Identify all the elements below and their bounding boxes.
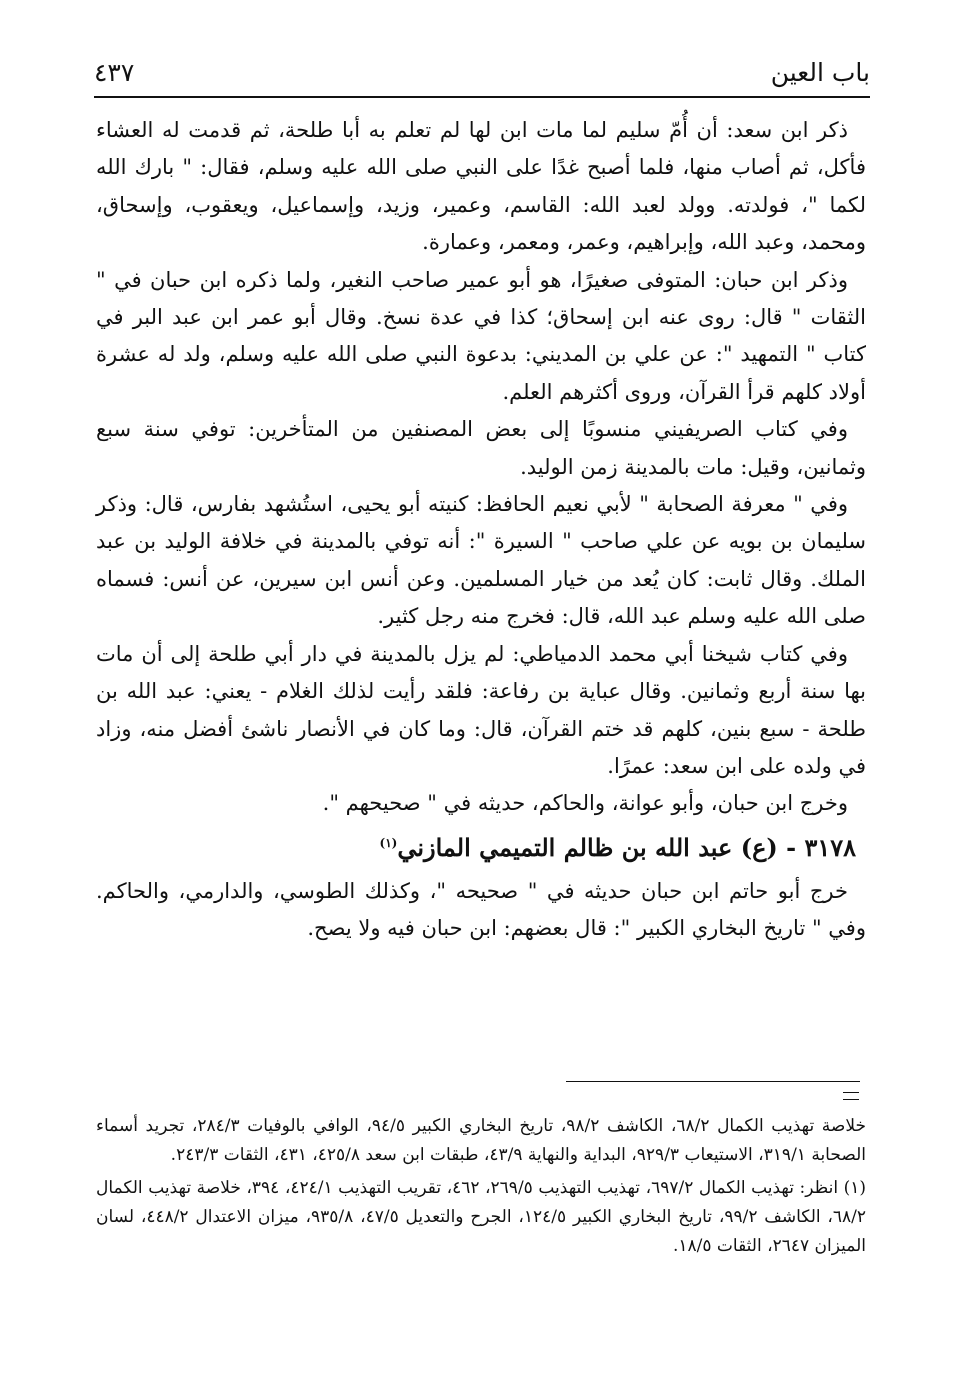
page-number: ٤٣٧ (94, 58, 135, 87)
footnote-ref: (١) (379, 835, 398, 850)
paragraph: وفي كتاب شيخنا أبي محمد الدمياطي: لم يزل بالمدينة في دار أبي طلحة إلى أن مات بها سنة أربع وثمانين. وقال عباية بن رفاعة: فلقد رأيت لذلك الغلام - يعني: عبد الله بن طلحة - سبع بنين، كلهم قد ختم القرآن، قال: وما كان في الأنصار ناشئ أفضل منه، وزاد في ولده على ابن سعد: عمرًا. (96, 641, 866, 778)
footnote-continuation-mark (843, 1092, 859, 1100)
entry-heading-text: ٣١٧٨ - (ع) عبد الله بن ظالم التميمي المازني (397, 832, 856, 862)
main-text (96, 112, 866, 948)
chapter-title: باب العين (770, 58, 870, 87)
header-rule (94, 96, 870, 98)
paragraph: وفي كتاب الصريفيني منسوبًا إلى بعض المصنفين من المتأخرين: توفي سنة سبع وثمانين، وقيل: مات بالمدينة زمن الوليد. (96, 417, 866, 479)
paragraph: وذكر ابن حبان: المتوفى صغيرًا، هو أبو عمير صاحب النغير، ولما ذكره ابن حبان في " الثقات " قال: روى عنه ابن إسحاق؛ كذا في عدة نسخ. وقال أبو عمر ابن عبد البر في كتاب " التمهيد ": عن علي بن المديني: بدعوة النبي صلى الله عليه وسلم، ولد له عشرة أولاد كلهم قرأ القرآن، وروى أكثرهم العلم. (96, 267, 866, 404)
paragraph: وفي " معرفة الصحابة " لأبي نعيم الحافظ: كنيته أبو يحيى، استُشهد بفارس، قال: وذكر سليمان بن بويه عن علي صاحب " السيرة ": أنه توفي بالمدينة في خلافة الوليد بن عبد الملك. وقال ثابت: كان يُعد من خيار المسلمين. وعن أنس ابن سيرين، عن أنس: فسماه صلى الله عليه وسلم عبد الله، قال: فخرج منه رجل كثير. (96, 492, 866, 629)
footnotes (96, 1112, 866, 1265)
paragraph: خرج أبو حاتم ابن حبان حديثه في " صحيحه "، وكذلك الطوسي، والدارمي، والحاكم. وفي " تاريخ البخاري الكبير ": قال بعضهم: ابن حبان فيه ولا يصح. (96, 878, 866, 941)
entry-heading (96, 825, 866, 871)
footnote: خلاصة تهذيب الكمال ٦٨/٢، الكاشف ٩٨/٢، تاريخ البخاري الكبير ٩٤/٥، الوافي بالوفيات ٢٨٤/٣، تجريد أسماء الصحابة ٣١٩/١، الاستيعاب ٩٢٩/٣، البداية والنهاية ٤٣/٩، طبقات ابن سعد ٤٢٥/٨، ٤٣١، الثقات ٢٤٣/٣. (96, 1116, 866, 1165)
paragraph: وخرج ابن حبان، وأبو عوانة، والحاكم، حديثه في " صحيحهم ". (322, 791, 848, 816)
footnote-rule (566, 1081, 860, 1082)
running-header (94, 50, 870, 94)
paragraph: ذكر ابن سعد: أن أُمّ سليم لما مات ابن لها لم تعلم به أبا طلحة، ثم قدمت له العشاء فأكل، ثم أصاب منها، فلما أصبح غدًا على النبي صلى الله عليه وسلم، فقال: " بارك الله لكما "، فولدته. وولد لعبد الله: القاسم، وعمير، وزيد، وإسماعيل، ويعقوب، وإسحاق، ومحمد، وعبد الله، وإبراهيم، وعمر، ومعمر، وعمارة. (96, 118, 866, 255)
footnote: (١) انظر: تهذيب الكمال ٦٩٧/٢، تهذيب التهذيب ٢٦٩/٥، ٤٦٢، تقريب التهذيب ٤٢٤/١، ٣٩٤، خلاصة تهذيب الكمال ٦٨/٢، الكاشف ٩٩/٢، تاريخ البخاري الكبير ١٢٤/٥، الجرح والتعديل ٤٧/٥، ٩٣٥/٨، ميزان الاعتدال ٤٤٨/٢، لسان الميزان ٢٦٤٧، الثقات ١٨/٥. (96, 1178, 867, 1256)
